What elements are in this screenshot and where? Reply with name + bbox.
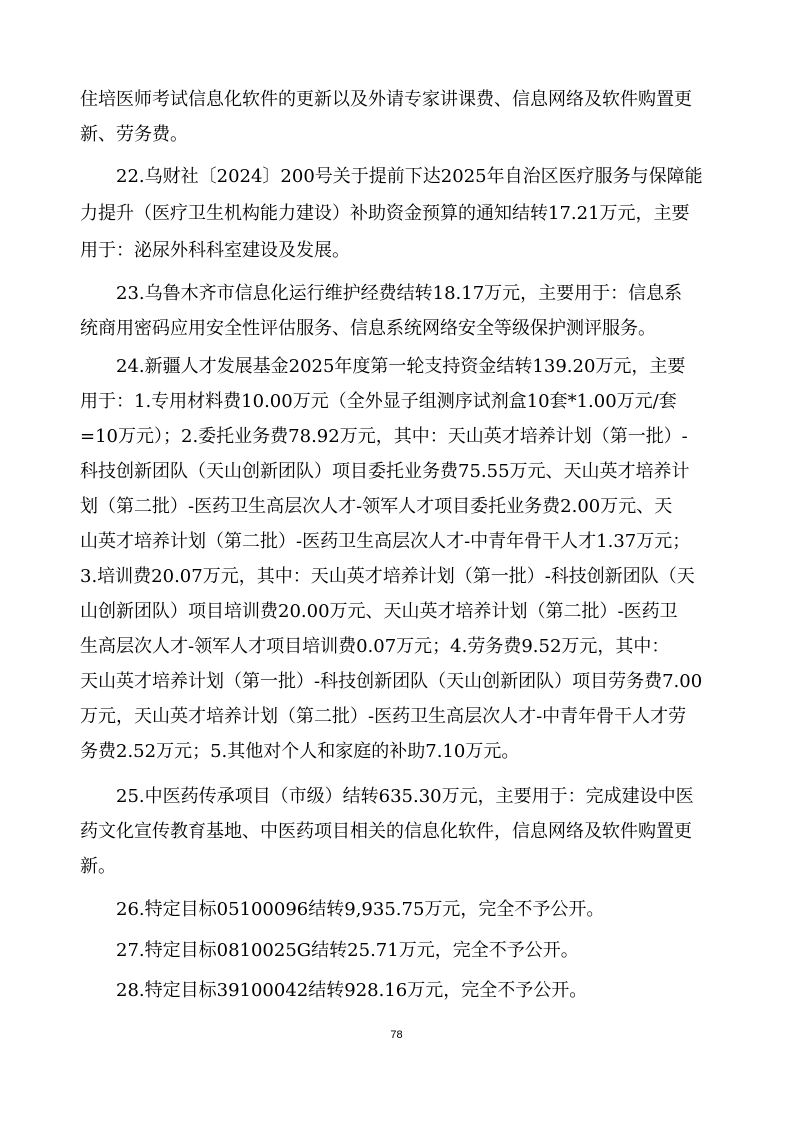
- text-line: 生高层次人才-领军人才项目培训费0.07万元；4.劳务费9.52万元，其中：: [80, 636, 670, 657]
- paragraph-24-line: 24.新疆人才发展基金2025年度第一轮支持资金结转139.20万元，主要: [116, 356, 686, 377]
- text-line: 新。: [80, 856, 116, 877]
- text-line: 3.培训费20.07万元，其中：天山英才培养计划（第一批）-科技创新团队（天: [80, 566, 695, 587]
- page-number: 78: [390, 1029, 403, 1041]
- text-line: 统商用密码应用安全性评估服务、信息系统网络安全等级保护测评服务。: [80, 318, 656, 339]
- paragraph-27-line: 27.特定目标0810025G结转25.71万元，完全不予公开。: [116, 940, 579, 961]
- text-line: 划（第二批）-医药卫生高层次人才-领军人才项目委托业务费2.00万元、天: [80, 496, 673, 517]
- text-line: 务费2.52万元；5.其他对个人和家庭的补助7.10万元。: [80, 741, 520, 762]
- text-line: 用于：1.专用材料费10.00万元（全外显子组测序试剂盒10套*1.00万元/套: [80, 391, 677, 412]
- paragraph-28-line: 28.特定目标39100042结转928.16万元，完全不予公开。: [116, 980, 588, 1001]
- text-line: 天山英才培养计划（第一批）-科技创新团队（天山创新团队）项目劳务费7.00: [80, 671, 703, 692]
- text-line: 用于：泌尿外科科室建设及发展。: [80, 240, 350, 261]
- paragraph-23-line: 23.乌鲁木齐市信息化运行维护经费结转18.17万元，主要用于：信息系: [116, 283, 683, 304]
- text-line: 药文化宣传教育基地、中医药项目相关的信息化软件，信息网络及软件购置更: [80, 821, 692, 842]
- text-line: 科技创新团队（天山创新团队）项目委托业务费75.55万元、天山英才培养计: [80, 461, 690, 482]
- text-line: 力提升（医疗卫生机构能力建设）补助资金预算的通知结转17.21万元，主要: [80, 203, 690, 224]
- text-line: 住培医师考试信息化软件的更新以及外请专家讲课费、信息网络及软件购置更: [80, 89, 692, 110]
- paragraph-22-line: 22.乌财社〔2024〕200号关于提前下达2025年自治区医疗服务与保障能: [116, 166, 703, 187]
- text-line: =10万元）；2.委托业务费78.92万元，其中：天山英才培养计划（第一批）-: [80, 426, 688, 447]
- paragraph-26-line: 26.特定目标05100096结转9,935.75万元，完全不予公开。: [116, 899, 605, 920]
- text-line: 万元，天山英才培养计划（第二批）-医药卫生高层次人才-中青年骨干人才劳: [80, 706, 687, 727]
- text-line: 山创新团队）项目培训费20.00万元、天山英才培养计划（第二批）-医药卫: [80, 601, 678, 622]
- text-line: 新、劳务费。: [80, 124, 188, 145]
- paragraph-25-line: 25.中医药传承项目（市级）结转635.30万元，主要用于：完成建设中医: [116, 786, 694, 807]
- text-line: 山英才培养计划（第二批）-医药卫生高层次人才-中青年骨干人才1.37万元；: [80, 531, 691, 552]
